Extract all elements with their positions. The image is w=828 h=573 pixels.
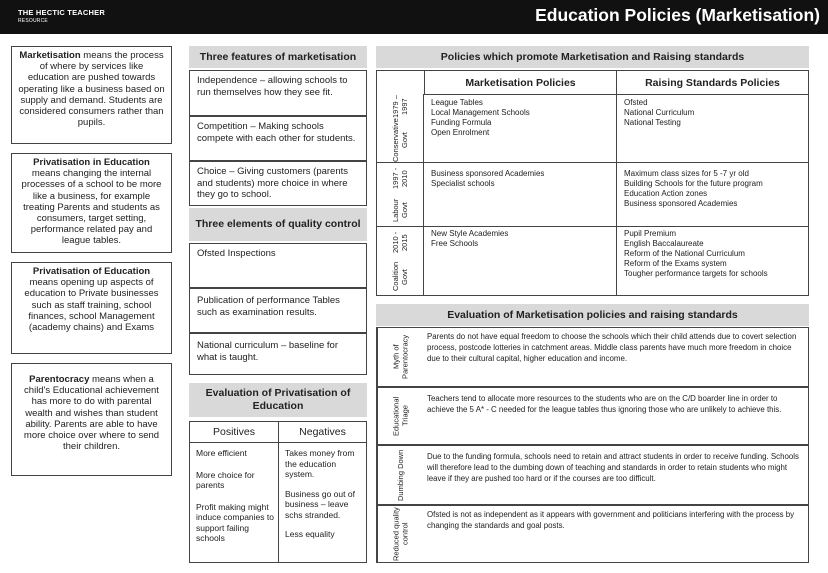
evaluation-label: Reduced quality control bbox=[377, 506, 423, 562]
standards-policy-list bbox=[624, 169, 806, 209]
govt-years: 1979 – 1997 bbox=[391, 95, 409, 119]
govt-name: Coalition Govt bbox=[391, 262, 409, 292]
feature-item: Competition – Making schools compete with each other for students. bbox=[189, 116, 367, 161]
policies-table bbox=[376, 70, 809, 296]
standards-policy-list bbox=[624, 229, 806, 279]
brand-logo bbox=[18, 9, 105, 25]
definition-text: means the process of where by services like education are pushed towards operating like a business based on supply and demand. Students are considered consumers rather than pupils. bbox=[18, 50, 165, 129]
evaluation-text: Ofsted is not as independent as it appears with government and politicians interfering with the process by changing the standards and goal posts. bbox=[427, 510, 795, 530]
govt-label bbox=[377, 163, 423, 226]
quality-control-item: Publication of performance Tables such as examination results. bbox=[189, 288, 367, 333]
definition-text: means opening up aspects of education to Private businesses such as staff training, school finances, school Management (academy chains) and Exams bbox=[24, 277, 159, 334]
policy-item: Reform of the Exams system bbox=[624, 259, 727, 268]
policy-item: English Baccalaureate bbox=[624, 239, 704, 248]
policy-item: Funding Formula bbox=[431, 118, 492, 127]
policy-item: Maximum class sizes for 5 -7 yr old bbox=[624, 169, 749, 178]
govt-years: 1997 - 2010 bbox=[391, 167, 409, 190]
page-header bbox=[0, 0, 828, 34]
policy-item: National Curriculum bbox=[624, 108, 695, 117]
definition-text: means changing the internal processes of a school to be more like a business, for example treating Parents and students as consumers, target setting, performance related pay and league tables. bbox=[21, 168, 162, 247]
definition-term: Privatisation of Education bbox=[32, 266, 151, 277]
positives-header: Positives bbox=[212, 426, 255, 438]
policy-item: National Testing bbox=[624, 118, 681, 127]
policy-item: Building Schools for the future program bbox=[624, 179, 763, 188]
brand-sub: RESOURCE bbox=[18, 18, 48, 24]
policy-item: Free Schools bbox=[431, 239, 479, 248]
definition-term: Privatisation in Education bbox=[33, 157, 150, 168]
govt-years: 2010 - 2015 bbox=[391, 231, 409, 254]
definition-term: Marketisation bbox=[19, 50, 81, 61]
evaluation-label: Dumbing Down bbox=[377, 446, 423, 504]
market-policy-list bbox=[431, 169, 613, 189]
market-policy-list bbox=[431, 229, 613, 249]
policy-item: Local Management Schools bbox=[431, 108, 530, 117]
evaluation-row bbox=[376, 445, 809, 505]
evaluation-row bbox=[376, 505, 809, 563]
policy-item: League Tables bbox=[431, 98, 483, 107]
positive-item: Profit making might induce companies to support failing schools bbox=[196, 501, 274, 543]
negative-item: Takes money from the education system. bbox=[285, 448, 355, 479]
policy-item: New Style Academies bbox=[431, 229, 509, 238]
policy-item: Ofsted bbox=[624, 98, 648, 107]
quality-control-item: National curriculum – baseline for what is taught. bbox=[189, 333, 367, 375]
policy-item: Pupil Premium bbox=[624, 229, 677, 238]
definition-parentocracy bbox=[11, 363, 172, 476]
positive-item: More choice for parents bbox=[196, 469, 255, 490]
policies-title: Policies which promote Marketisation and Raising standards bbox=[376, 46, 809, 68]
definition-text: means when a child's Educational achievement has more to do with parental wealth and wishes than student ability. Parents are able to have more choice over where to send their children. bbox=[23, 374, 160, 453]
evaluation-label: Educational Triage bbox=[377, 388, 423, 444]
raising-standards-header: Raising Standards Policies bbox=[645, 76, 780, 89]
quality-control-item: Ofsted Inspections bbox=[189, 243, 367, 288]
marketisation-policies-header: Marketisation Policies bbox=[424, 71, 616, 94]
brand-name: THE HECTIC TEACHER bbox=[18, 8, 105, 17]
feature-item: Choice – Giving customers (parents and students) more choice in where they go to school. bbox=[189, 161, 367, 206]
govt-name: Conservative Govt bbox=[391, 118, 409, 162]
negatives-header: Negatives bbox=[299, 426, 346, 438]
feature-item: Independence – allowing schools to run themselves how they see fit. bbox=[189, 70, 367, 116]
positive-item: More efficient bbox=[196, 448, 247, 458]
evaluation-title: Evaluation of Marketisation policies and raising standards bbox=[376, 304, 809, 326]
definition-privatisation-of bbox=[11, 262, 172, 354]
negative-item: Less equality bbox=[285, 529, 335, 539]
privatisation-eval-title: Evaluation of Privatisation of Education bbox=[189, 383, 367, 417]
evaluation-text: Parents do not have equal freedom to choose the schools which their child attends due to covert selection process, postcode lotteries in catchment areas. Middle class parents have much more freedom in choice due to their cultural capital, higher education and income. bbox=[427, 332, 797, 363]
standards-policy-list bbox=[624, 98, 806, 128]
evaluation-row bbox=[376, 387, 809, 445]
evaluation-row bbox=[376, 327, 809, 387]
govt-label bbox=[377, 95, 423, 162]
evaluation-label: Myth of Parentocracy bbox=[377, 328, 423, 386]
three-features-title: Three features of marketisation bbox=[189, 46, 367, 68]
govt-name: Labour Govt bbox=[391, 198, 409, 222]
definition-term: Parentocracy bbox=[29, 374, 90, 385]
page-title: Education Policies (Marketisation) bbox=[535, 5, 820, 25]
evaluation-text: Due to the funding formula, schools need to retain and attract students in order to receive funding. Schools will therefore lead to the dumbing down of teaching and standards in order to retain students who might leave if they are pushed too hard or if the courses are too difficult. bbox=[427, 452, 799, 483]
policy-item: Business sponsored Academies bbox=[431, 169, 545, 178]
negative-item: Business go out of business – leave schs stranded. bbox=[285, 488, 355, 520]
privatisation-eval-table bbox=[189, 421, 367, 563]
quality-control-title: Three elements of quality control bbox=[189, 208, 367, 241]
policy-item: Open Enrolment bbox=[431, 128, 490, 137]
policy-item: Business sponsored Academies bbox=[624, 199, 738, 208]
market-policy-list bbox=[431, 98, 613, 138]
definition-marketisation bbox=[11, 46, 172, 144]
policy-item: Reform of the National Curriculum bbox=[624, 249, 745, 258]
policy-item: Education Action zones bbox=[624, 189, 708, 198]
policy-item: Tougher performance targets for schools bbox=[624, 269, 768, 278]
govt-label bbox=[377, 227, 423, 295]
evaluation-text: Teachers tend to allocate more resources to the students who are on the C/D boarder line in order to achieve the 5 A* - C needed for the league tables thus ignoring those who are unlikely to achieve this. bbox=[427, 394, 782, 414]
policy-item: Specialist schools bbox=[431, 179, 495, 188]
definition-privatisation-in bbox=[11, 153, 172, 253]
